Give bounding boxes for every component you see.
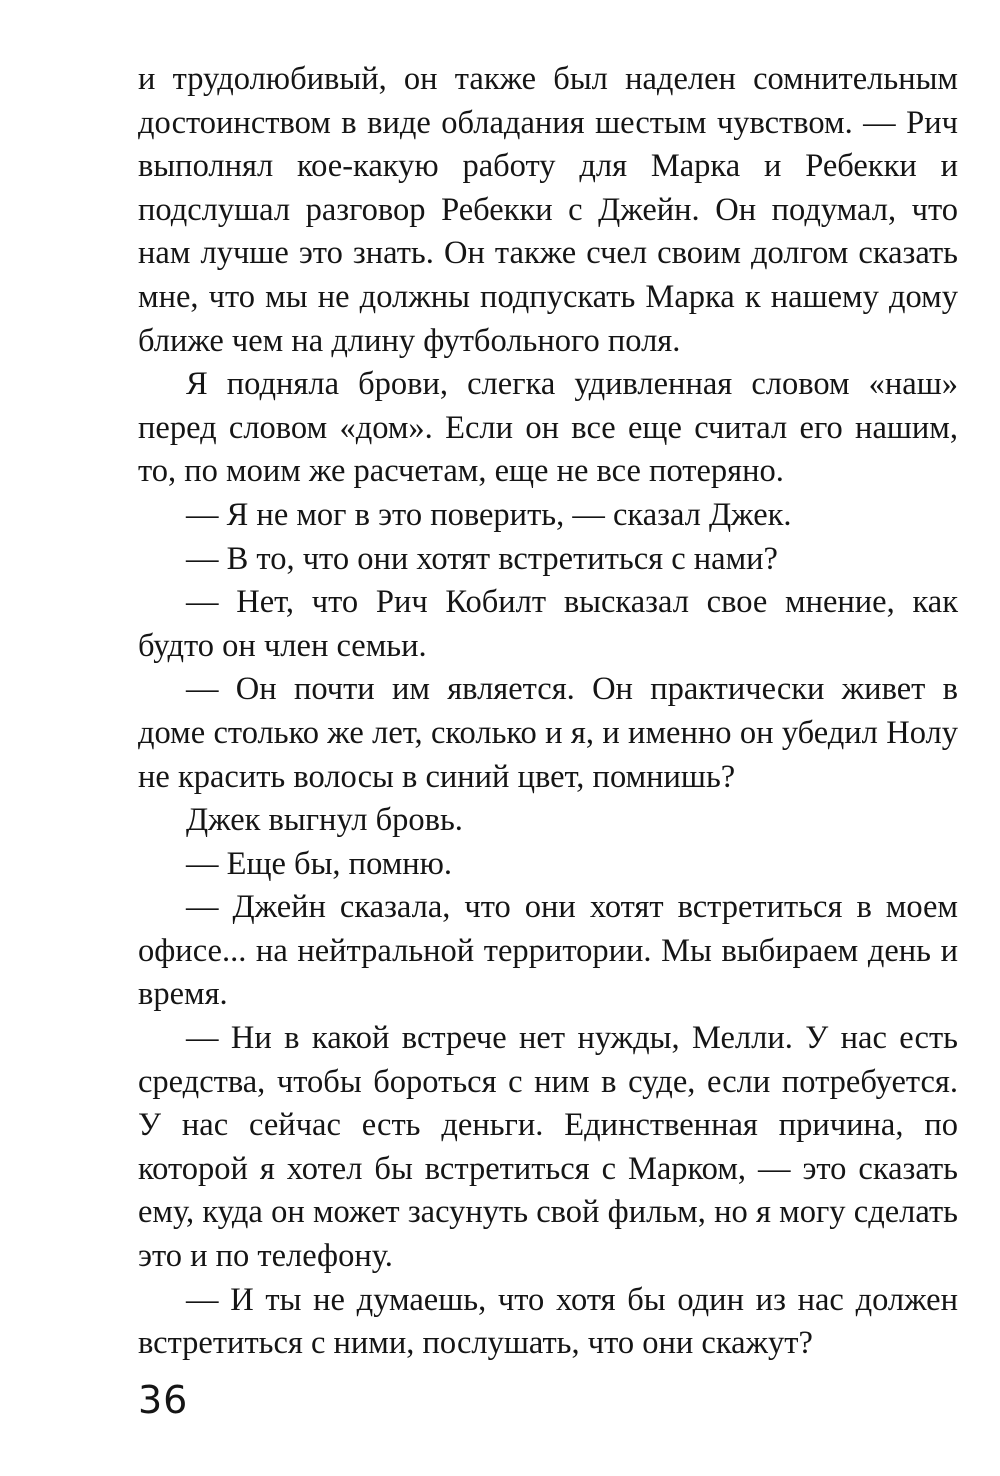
paragraph-1: и трудолюбивый, он также был наделен сомнительным достоинством в виде обладания шестым чувством. — Рич выполнял кое-какую работу для Марка и Ребекки и подслушал разговор Ребекки с Джейн. Он подумал, что нам лучше это знать. Он также счел своим долгом сказать мне, что мы не должны подпускать Марка к нашему дому ближе чем на длину футбольного поля. xyxy=(138,61,958,359)
paragraph-3: — Я не мог в это поверить, — сказал Джек. xyxy=(186,496,792,533)
paragraph-5: — Нет, что Рич Кобилт высказал свое мнение, как будто он член семьи. xyxy=(138,584,958,664)
paragraph-10: — Ни в какой встрече нет нужды, Мелли. У нас есть средства, чтобы бороться с ним в суде, если потребуется. У нас сейчас есть деньги. Единственная причина, по которой я хотел бы встретиться с Марком, — это сказать ему, куда он может засунуть свой фильм, но я могу сделать это и по телефону. xyxy=(138,1020,958,1275)
paragraph-7: Джек выгнул бровь. xyxy=(186,802,463,839)
page-number: 36 xyxy=(138,1378,189,1422)
paragraph-11: — И ты не думаешь, что хотя бы один из нас должен встретиться с ними, послушать, что они скажут? xyxy=(138,1281,958,1362)
paragraph-8: — Еще бы, помню. xyxy=(186,845,453,882)
paragraph-9: — Джейн сказала, что они хотят встретиться в моем офисе... на нейтральной территории. Мы выбираем день и время. xyxy=(138,889,958,1013)
paragraph-4: — В то, что они хотят встретиться с нами? xyxy=(186,540,778,577)
paragraph-6: — Он почти им является. Он практически живет в доме столько же лет, сколько и я, и именно он убедил Нолу не красить волосы в синий цвет, помнишь? xyxy=(138,671,958,795)
paragraph-2: Я подняла брови, слегка удивленная словом «наш» перед словом «дом». Если он все еще считал его нашим, то, по моим же расчетам, еще не все потеряно. xyxy=(138,366,958,490)
body-text xyxy=(138,58,958,1366)
